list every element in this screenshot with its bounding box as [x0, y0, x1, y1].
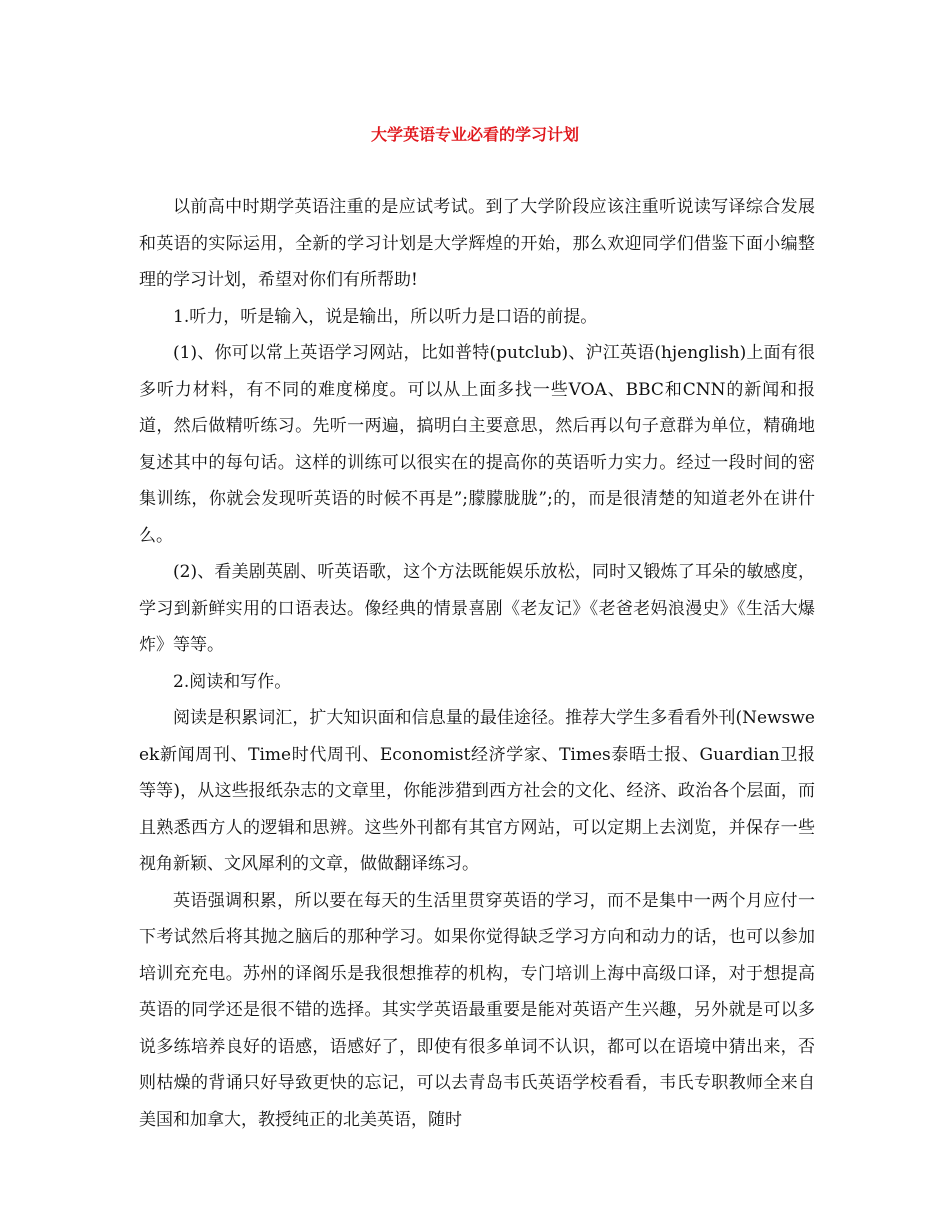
paragraph-listening-shows: (2)、看美剧英剧、听英语歌，这个方法既能娱乐放松，同时又锻炼了耳朵的敏感度，学习到新鲜实用的口语表达。像经典的情景喜剧《老友记》《老爸老妈浪漫史》《生活大爆炸》等等。 [139, 562, 815, 655]
paragraph-reading-heading: 2.阅读和写作。 [173, 671, 292, 692]
paragraph-listening-websites: (1)、你可以常上英语学习网站，比如普特(putclub)、沪江英语(hjenglish)上面有很多听力材料，有不同的难度梯度。可以从上面多找一些VOA、BBC和CNN的新闻和报道，然后做精听练习。先听一两遍，搞明白主要意思，然后再以句子意群为单位，精确地复述其中的每句话。这样的训练可以很实在的提高你的英语听力实力。经过一段时间的密集训练，你就会发现听英语的时候不再是”;朦朦胧胧”;的，而是很清楚的知道老外在讲什么。 [139, 343, 815, 546]
paragraph-reading-body: 阅读是积累词汇，扩大知识面和信息量的最佳途径。推荐大学生多看看外刊(Newsweek新闻周刊、Time时代周刊、Economist经济学家、Times泰晤士报、Guardian卫报等等)，从这些报纸杂志的文章里，你能涉猎到西方社会的文化、经济、政治各个层面，而且熟悉西方人的逻辑和思辨。这些外刊都有其官方网站，可以定期上去浏览，并保存一些视角新颖、文风犀利的文章，做做翻译练习。 [139, 708, 815, 874]
paragraph-intro: 以前高中时期学英语注重的是应试考试。到了大学阶段应该注重听说读写译综合发展和英语的实际运用，全新的学习计划是大学辉煌的开始，那么欢迎同学们借鉴下面小编整理的学习计划，希望对你们有所帮助! [139, 197, 815, 290]
paragraph-listening-heading: 1.听力，听是输入，说是输出，所以听力是口语的前提。 [173, 306, 598, 327]
document-body [139, 189, 815, 1138]
paragraph-accumulation: 英语强调积累，所以要在每天的生活里贯穿英语的学习，而不是集中一两个月应付一下考试然后将其抛之脑后的那种学习。如果你觉得缺乏学习方向和动力的话，也可以参加培训充充电。苏州的译阁乐是我很想推荐的机构，专门培训上海中高级口译，对于想提高英语的同学还是很不错的选择。其实学英语最重要是能对英语产生兴趣，另外就是可以多说多练培养良好的语感，语感好了，即使有很多单词不认识，都可以在语境中猜出来，否则枯燥的背诵只好导致更快的忘记，可以去青岛韦氏英语学校看看，韦氏专职教师全来自美国和加拿大，教授纯正的北美英语，随时 [139, 890, 815, 1130]
document-title: 大学英语专业必看的学习计划 [370, 125, 579, 144]
